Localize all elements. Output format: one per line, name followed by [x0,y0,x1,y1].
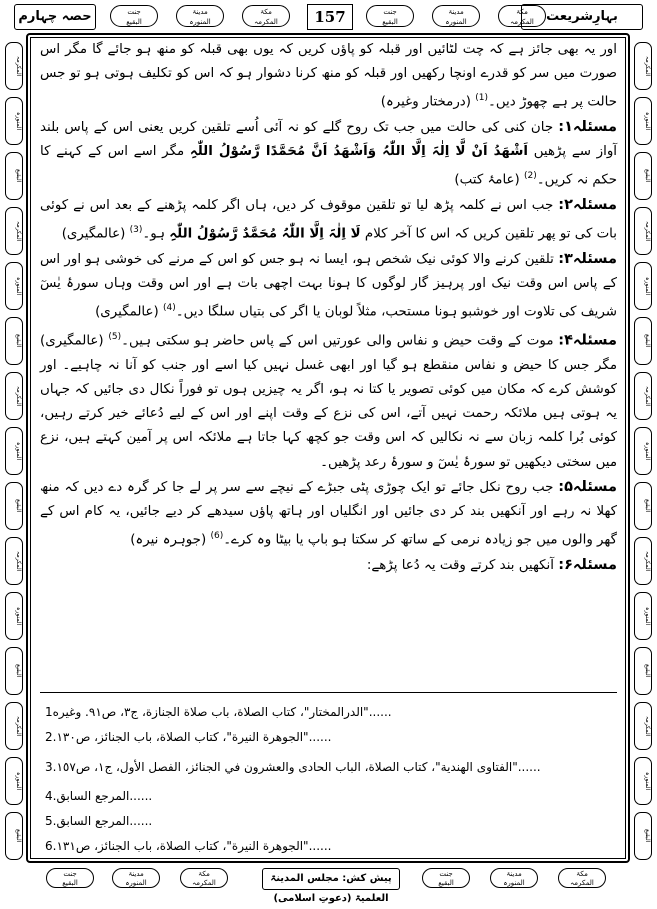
side-tab-left: المکرمہ [5,537,23,585]
side-tab-left: البقیع [5,317,23,365]
side-tab-left: المنورہ [5,427,23,475]
header-badge: مدینۃ المنورہ [432,5,480,27]
side-tab-left: البقیع [5,812,23,860]
side-tab-right: المکرمہ [634,372,652,420]
side-tab-right: المکرمہ [634,537,652,585]
side-tab-left: المنورہ [5,262,23,310]
side-tab-left: البقیع [5,482,23,530]
side-tab-right: البقیع [634,812,652,860]
header-badge: مکۃ المکرمہ [242,5,290,27]
footnote-ref: (6) [210,531,224,542]
side-tab-left: المکرمہ [5,42,23,90]
footnote-ref: (3) [129,225,143,236]
side-tab-right: المکرمہ [634,702,652,750]
footnote-ref: (1) [475,93,489,104]
masala-4: مسئلہ۴: موت کے وقت حیض و نفاس والی عورتیں اس کے پاس حاضر ہو سکتی ہیں۔$^{(5)}$ (عالمگیری) مگر جس کا حیض و نفاس منقطع ہو گیا اور ابھی غسل نہیں کیا اسے اور جنب کو آنا نہ چاہیے۔ اور کوشش کرے کہ مکان میں کوئی تصویر یا کتا نہ ہو، اگر یہ چیزیں ہوں تو فوراً نکال دی جائیں کہ جہاں یہ ہوتی ہیں ملائکہ رحمت نہیں آتے، اس کی نزع کے وقت اپنے اور اس کے لیے دُعائے خیر کرتے رہیں، کوئی بُرا کلمہ زبان سے نہ نکالیں کہ اس وقت جو کچھ کہا جاتا ہے ملائکہ اس پر آمین کہتے ہیں، نزع میں سختی دیکھیں تو سورۂ یٰسٓ و سورۂ رعد پڑھیں۔ [40,332,617,470]
footnote-ref: (4) [163,303,176,314]
footer-badge: مدینۃ المنورہ [490,868,538,888]
side-tab-right: البقیع [634,482,652,530]
kalima: لَا اِلٰہَ اِلَّا اللّٰہُ مُحَمَّدٌ رَّسُوْلُ اللّٰہِ [169,226,361,242]
footer-badge: مدینۃ المنورہ [112,868,160,888]
masala-label: مسئلہ۱: [558,119,617,136]
intro-paragraph: اور یہ بھی جائز ہے کہ چت لٹائیں اور قبلہ کو پاؤں کریں کہ یوں بھی قبلہ کو منھ ہو جائے گا مگر اس صورت میں سر کو قدرے اونچا رکھیں اور قبلہ کو منھ کرنا دشوار ہو کہ اس کو تکلیف ہوتی ہو تو جس حالت پر ہے چھوڑ دیں۔$^{(1)}$ (درمختار وغیرہ) [40,42,617,110]
main-text [40,38,617,578]
masala-1: مسئلہ۱: جان کنی کی حالت میں جب تک روح گلے کو نہ آئی اُسے تلقین کریں یعنی اس کے پاس بلند آواز سے پڑھیں اَشْھَدُ اَنْ لَّا اِلٰہَ اِلَّا اللّٰہُ وَاَشْھَدُ اَنَّ مُحَمَّدًا رَّسُوْلُ اللّٰہِ مگر اسے اس کے کہنے کا حکم نہ کریں۔$^{(2)}$ (عامۂ کتب) [40,119,618,188]
part-label: حصہ چہارم [14,4,96,30]
side-tab-left: المنورہ [5,592,23,640]
masala-label: مسئلہ۵: [558,478,617,495]
side-tab-right: البقیع [634,152,652,200]
masala-5: مسئلہ۵: جب روح نکل جائے تو ایک چوڑی پٹی جبڑے کے نیچے سے سر پر لے جا کر گرہ دے دیں کہ منھ کھلا نہ رہے اور آنکھیں بند کر دی جائیں اور انگلیاں اور ہاتھ پاؤں سیدھے کر دیے جائیں، یہ کام اس کے گھر والوں میں جو زیادہ نرمی کے ساتھ کر سکتا ہو باپ یا بیٹا وہ کرے۔$^{(6)}$ (جوہرہ نیرہ) [40,478,617,548]
kalima: اَشْھَدُ اَنْ لَّا اِلٰہَ اِلَّا اللّٰہُ وَاَشْھَدُ اَنَّ مُحَمَّدًا رَّسُوْلُ اللّٰہِ [189,144,529,160]
side-tab-left: البقیع [5,647,23,695]
publisher-label: پیش کش: مجلس المدینۃ العلمیۃ (دعوتِ اسلامی) [262,868,400,890]
side-tab-left: المنورہ [5,97,23,145]
footer-badge: مکۃ المکرمہ [180,868,228,888]
footnote-ref: (2) [524,171,537,182]
footer-badge: جنت البقیع [422,868,470,888]
footer-badge: جنت البقیع [46,868,94,888]
footnote: 5......المرجع السابق. [45,814,153,828]
footer-badge: مکۃ المکرمہ [558,868,606,888]
masala-3: مسئلہ۳: تلقین کرنے والا کوئی نیک شخص ہو، ایسا نہ ہو جس کو اس کے مرنے کی خوشی ہو اور اس کے پاس اس وقت نیک اور پرہیز گار لوگوں کا ہونا بہت اچھی بات ہے اور اس وقت وہاں سورۂ یٰسٓ شریف کی تلاوت اور خوشبو ہونا مستحب، مثلاً لوبان یا اگر کی بتیاں سلگا دیں۔$^{(4)}$ (عالمگیری) [40,251,617,320]
side-tab-right: المنورہ [634,592,652,640]
header-badge: مکۃ المکرمہ [498,5,546,27]
footnote: 6......"الجوهرة النيرة"، كتاب الصلاة، باب الجنائز، ص١٣١. [45,839,332,853]
masala-label: مسئلہ۳: [558,251,617,268]
side-tab-right: المنورہ [634,97,652,145]
masala-label: مسئلہ۶: [558,556,617,573]
masala-2: مسئلہ۲: جب اس نے کلمہ پڑھ لیا تو تلقین موقوف کر دیں، ہاں اگر کلمہ پڑھنے کے بعد اس نے کوئی بات کی تو پھر تلقین کریں کہ اس کا آخر کلام لَا اِلٰہَ اِلَّا اللّٰہُ مُحَمَّدٌ رَّسُوْلُ اللّٰہِ ہو۔$^{(3)}$ (عالمگیری) [40,197,618,242]
page-header [14,4,643,30]
source-ref: (جوہرہ نیرہ) [130,532,207,548]
source-ref: (عامۂ کتب) [454,172,520,188]
side-tab-left: البقیع [5,152,23,200]
footnote: 3......"الفتاوى الهندية"، كتاب الصلاة، الباب الحادى والعشرون في الجنائز، الفصل الأول، ج١، ص١٥٧. [45,760,541,774]
page-number: 157 [307,4,353,30]
source-ref: (عالمگیری) [95,304,159,320]
footnote-divider [40,692,617,693]
header-badge: جنت البقیع [110,5,158,27]
side-tab-left: المکرمہ [5,207,23,255]
masala-label: مسئلہ۴: [558,332,617,349]
footnote-ref: (5) [108,332,122,343]
masala-6: مسئلہ۶: آنکھیں بند کرتے وقت یہ دُعا پڑھے: [366,556,617,573]
side-tab-right: البقیع [634,647,652,695]
masala-label: مسئلہ۲: [558,197,618,214]
side-tab-right: المنورہ [634,262,652,310]
side-tab-left: المکرمہ [5,702,23,750]
side-tab-left: المنورہ [5,757,23,805]
header-badge: جنت البقیع [366,5,414,27]
source-ref: (درمختار وغیرہ) [380,94,471,110]
side-tab-right: المنورہ [634,427,652,475]
source-ref: (عالمگیری) [61,226,126,242]
side-tab-right: المنورہ [634,757,652,805]
side-tab-right: المکرمہ [634,42,652,90]
footnote: 2......"الجوهرة النيرة"، كتاب الصلاة، باب الجنائز، ص١٣٠. [45,730,332,744]
side-tab-left: المکرمہ [5,372,23,420]
header-badge: مدینۃ المنورہ [176,5,224,27]
side-tab-right: المکرمہ [634,207,652,255]
side-tab-right: البقیع [634,317,652,365]
footnote: 1......"الدرالمختار"، كتاب الصلاة، باب صلاة الجنازة، ج٣، ص٩١. وغيره [45,705,392,719]
book-title: بہارِشریعت [521,4,643,30]
footnote: 4......المرجع السابق. [45,789,153,803]
